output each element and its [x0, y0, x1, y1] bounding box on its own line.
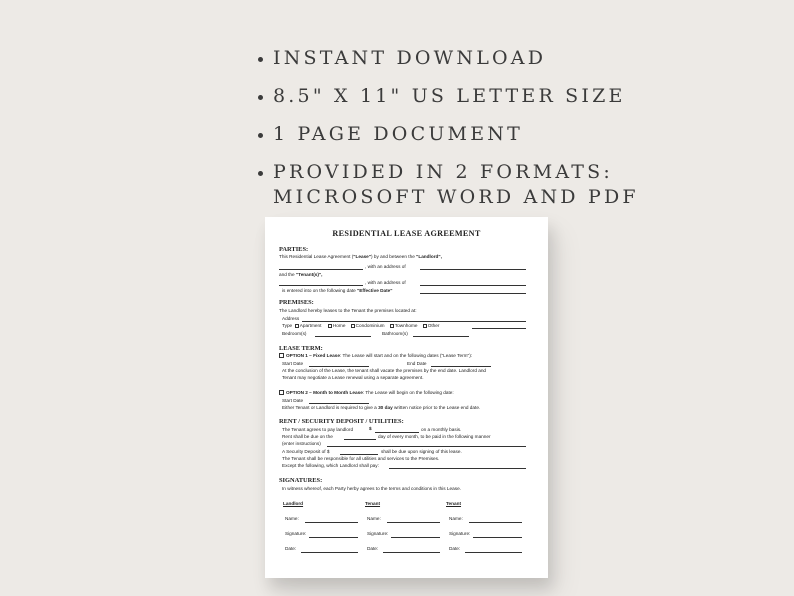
lease-conclusion-text: At the conclusion of the Lease, the tenant shall vacate the premises by the end date. Landlord and: [282, 368, 487, 373]
rent-line-5: The Tenant shall be responsible for all utilities and services to the Premises.: [282, 456, 440, 461]
tenant-2-date-line[interactable]: [465, 552, 522, 553]
option-2-line: OPTION 2 – Month to Month Lease: The Lease will begin on the following date:: [279, 390, 454, 395]
signature-label: Signature:: [285, 531, 307, 536]
parties-line-4: , with an address of: [365, 280, 406, 285]
start-date-label: Start Date: [282, 361, 304, 366]
other-type-line[interactable]: [472, 328, 526, 329]
rent-line-2-post: day of every month, to be paid in the following manner: [378, 434, 491, 439]
name-label: Name:: [449, 516, 463, 521]
rent-heading: RENT / SECURITY DEPOSIT / UTILITIES:: [279, 418, 404, 425]
signature-label: Signature:: [367, 531, 389, 536]
parties-line-2: , with an address of: [365, 264, 406, 269]
parties-line-3: and the "Tenant(s)",: [279, 272, 323, 277]
tenant-2-name-line[interactable]: [469, 522, 522, 523]
landlord-name-line[interactable]: [279, 269, 363, 270]
date-label: Date:: [367, 546, 379, 551]
townhome-checkbox[interactable]: [390, 324, 394, 328]
tenant-1-signature-line[interactable]: [391, 537, 440, 538]
apartment-checkbox[interactable]: [295, 324, 299, 328]
end-date-line[interactable]: [431, 366, 491, 367]
start-date-label-2: Start Date: [282, 398, 304, 403]
tenant-2-signature-line[interactable]: [473, 537, 522, 538]
feature-text: 1 PAGE DOCUMENT: [273, 123, 523, 145]
rent-line-6: Except the following, which Landlord shall pay:: [282, 463, 379, 468]
option-1-line: OPTION 1 – Fixed Lease: The Lease will start and on the following dates ("Lease Term"):: [279, 353, 472, 358]
rent-line-4: A Security Deposit of $: [282, 449, 330, 454]
notice-text: Either Tenant or Landlord is required to give a 30 day written notice prior to the Lease end date.: [282, 405, 481, 410]
signatures-line-1: In witness whereof, each Party herby agrees to the terms and conditions in this Lease.: [282, 486, 462, 491]
name-label: Name:: [285, 516, 299, 521]
tenant-1-name-line[interactable]: [387, 522, 440, 523]
name-label: Name:: [367, 516, 381, 521]
lease-renewal-text: Tenant may negotiate a Lease renewal using a separate agreement.: [282, 375, 424, 380]
feature-text: INSTANT DOWNLOAD: [273, 47, 547, 69]
date-label: Date:: [285, 546, 297, 551]
address-label: Address: [282, 316, 300, 321]
feature-item: [258, 160, 778, 210]
landlord-column-header: Landlord: [283, 501, 304, 506]
landlord-name-signature-line[interactable]: [305, 522, 358, 523]
lease-document-preview: [265, 217, 548, 578]
signature-label: Signature:: [449, 531, 471, 536]
security-deposit-line[interactable]: [340, 454, 378, 455]
other-checkbox[interactable]: [423, 324, 427, 328]
feature-text: 8.5" X 11" US LETTER SIZE: [273, 85, 626, 107]
date-label: Date:: [449, 546, 461, 551]
bedrooms-line[interactable]: [315, 336, 371, 337]
rent-line-4-post: shall be due upon signing of this lease.: [381, 449, 462, 454]
feature-text: MICROSOFT WORD AND PDF: [273, 186, 639, 208]
bullet-icon: [258, 57, 263, 62]
tenant-address-line[interactable]: [420, 285, 526, 286]
home-checkbox[interactable]: [328, 324, 332, 328]
start-date-line[interactable]: [309, 366, 369, 367]
feature-item: [258, 46, 778, 71]
bullet-icon: [258, 171, 263, 176]
parties-line-1: This Residential Lease Agreement ("Lease") by and between the "Landlord",: [279, 254, 442, 259]
rent-line-1-post: on a monthly basis.: [421, 427, 462, 432]
feature-text: PROVIDED IN 2 FORMATS:: [273, 161, 613, 183]
feature-item: [258, 84, 778, 109]
premises-line-1: The Landlord hereby leases to the Tenant the premises located at:: [279, 308, 417, 313]
lease-term-heading: LEASE TERM:: [279, 345, 323, 352]
dollar-sign: $: [369, 426, 372, 431]
end-date-label: End Date: [407, 361, 427, 366]
bedrooms-label: Bedroom(s): [282, 331, 307, 336]
landlord-date-line[interactable]: [301, 552, 358, 553]
bullet-icon: [258, 133, 263, 138]
start-date-line-2[interactable]: [309, 403, 369, 404]
rent-line-3: (enter instructions): [282, 441, 321, 446]
option-1-checkbox[interactable]: [279, 353, 284, 358]
parties-heading: PARTIES:: [279, 246, 309, 253]
tenant-name-line[interactable]: [279, 285, 363, 286]
signatures-heading: SIGNATURES:: [279, 477, 323, 484]
bathrooms-label: Bathroom(s): [382, 331, 408, 336]
bullet-icon: [258, 95, 263, 100]
tenant-1-date-line[interactable]: [383, 552, 440, 553]
effective-date-line[interactable]: [420, 293, 526, 294]
option-2-checkbox[interactable]: [279, 390, 284, 395]
tenant-column-header: Tenant: [365, 501, 381, 506]
payment-instructions-line[interactable]: [327, 446, 526, 447]
rent-due-day-line[interactable]: [344, 439, 376, 440]
rent-line-2: Rent shall be due on the: [282, 434, 333, 439]
rent-amount-line[interactable]: [375, 432, 419, 433]
tenant-column-header: Tenant: [446, 501, 462, 506]
feature-text-block: [273, 160, 639, 210]
bathrooms-line[interactable]: [413, 336, 469, 337]
document-title: RESIDENTIAL LEASE AGREEMENT: [332, 229, 481, 238]
feature-item: [258, 122, 778, 147]
premises-address-line[interactable]: [302, 321, 526, 322]
rent-line-1: The Tenant agrees to pay landlord: [282, 427, 354, 432]
type-row: Type Apartment Home Condominium Townhome Other: [282, 323, 440, 328]
parties-line-5: is entered into on the following date "Effective Date": [282, 288, 393, 293]
premises-heading: PREMISES:: [279, 299, 314, 306]
feature-list: [258, 46, 778, 223]
landlord-signature-line[interactable]: [309, 537, 358, 538]
landlord-address-line[interactable]: [420, 269, 526, 270]
condominium-checkbox[interactable]: [351, 324, 355, 328]
landlord-pays-line[interactable]: [389, 468, 526, 469]
